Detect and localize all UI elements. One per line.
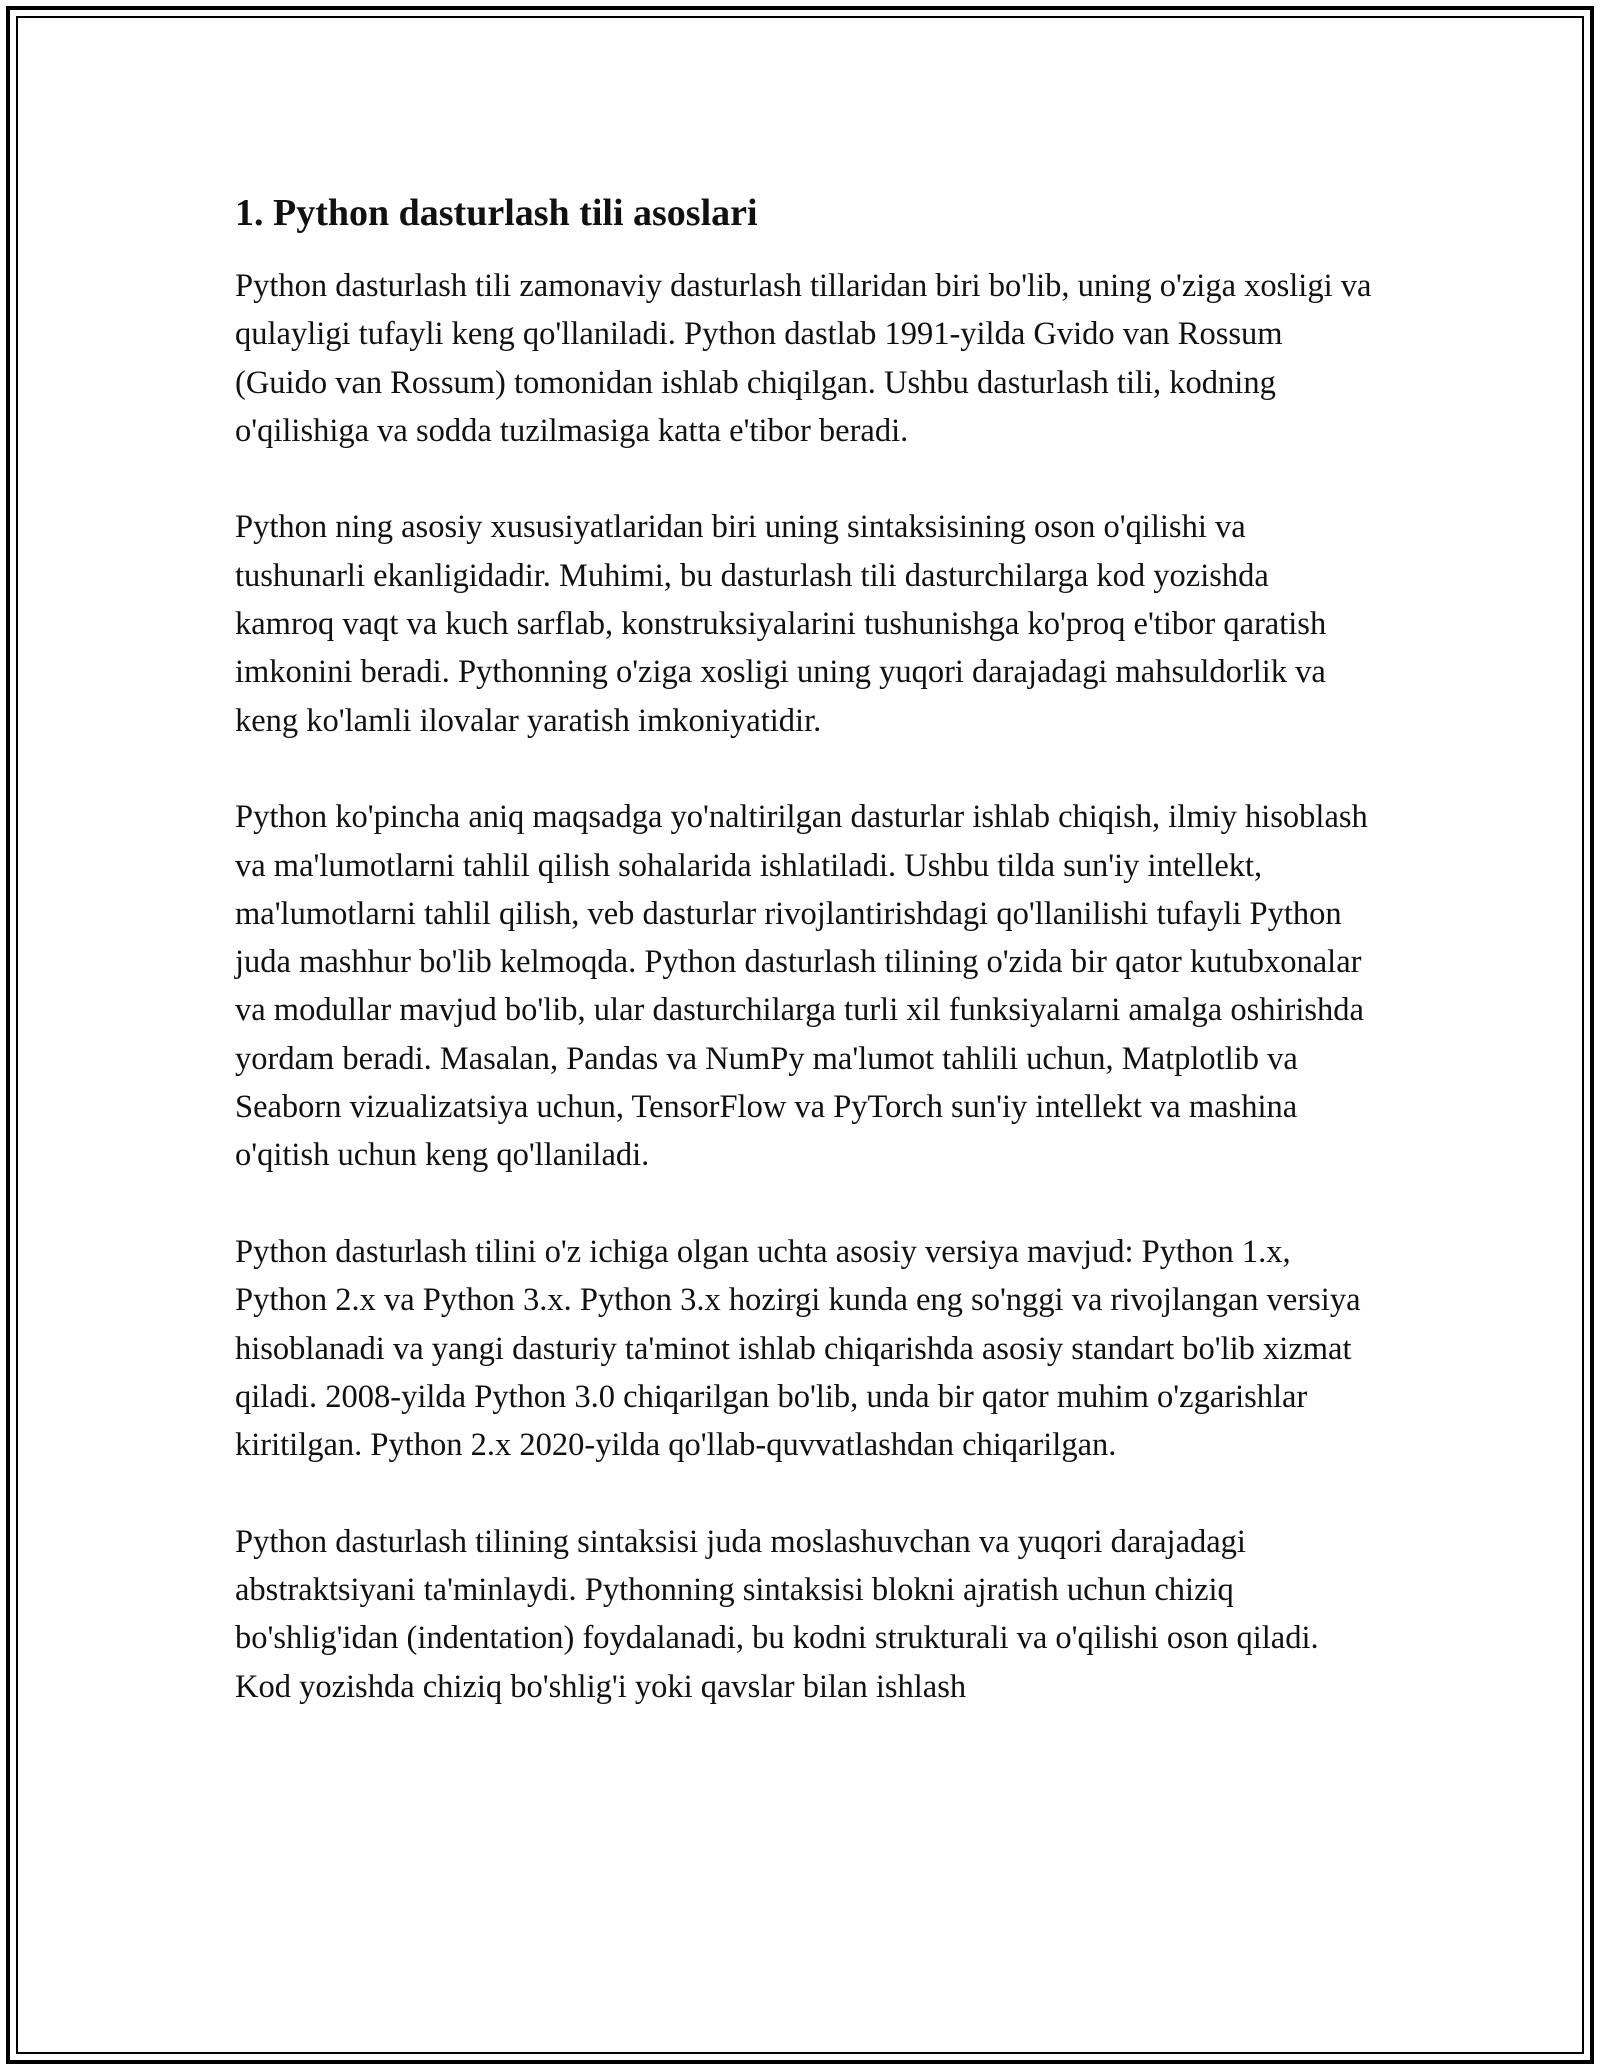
paragraph-versions: Python dasturlash tilini o'z ichiga olgan uchta asosiy versiya mavjud: Python 1.x, Python 2.x va Python 3.x. Python 3.x hozirgi kunda eng so'nggi va rivojlangan versiya hisoblanadi va yangi dasturiy ta'minot ishlab chiqarishda asosiy standart bo'lib xizmat qiladi. 2008-yilda Python 3.0 chiqarilgan bo'lib, unda bir qator muhim o'zgarishlar kiritilgan. Python 2.x 2020-yilda qo'llab-quvvatlashdan chiqarilgan. (235, 1233, 1361, 1464)
section-heading: 1. Python dasturlash tili asoslari (235, 192, 758, 234)
paragraph-syntax: Python dasturlash tilining sintaksisi juda moslashuvchan va yuqori darajadagi abstraktsiyani ta'minlaydi. Pythonning sintaksisi blokni ajratish uchun chiziq bo'shlig'idan (indentation) foydalanadi, bu kodni strukturali va o'qilishi oson qiladi. Kod yozishda chiziq bo'shlig'i yoki qavslar bilan ishlash (235, 1523, 1319, 1705)
document-body (235, 188, 1375, 1759)
paragraph-usage: Python ko'pincha aniq maqsadga yo'naltirilgan dasturlar ishlab chiqish, ilmiy hisoblash va ma'lumotlarni tahlil qilish sohalarida ishlatiladi. Ushbu tilda sun'iy intellekt, ma'lumotlarni tahlil qilish, veb dasturlar rivojlantirishdagi qo'llanilishi tufayli Python juda mashhur bo'lib kelmoqda. Python dasturlash tilining o'zida bir qator kutubxonalar va modullar mavjud bo'lib, ular dasturchilarga turli xil funksiyalarni amalga oshirishda yordam beradi. Masalan, Pandas va NumPy ma'lumot tahlili uchun, Matplotlib va Seaborn vizualizatsiya uchun, TensorFlow va PyTorch sun'iy intellekt va mashina o'qitish uchun keng qo'llaniladi. (235, 799, 1368, 1174)
paragraph-intro: Python dasturlash tili zamonaviy dasturlash tillaridan biri bo'lib, uning o'ziga xosligi va qulayligi tufayli keng qo'llaniladi. Python dastlab 1991-yilda Gvido van Rossum (Guido van Rossum) tomonidan ishlab chiqilgan. Ushbu dasturlash tili, kodning o'qilishiga va sodda tuzilmasiga katta e'tibor beradi. (235, 268, 1372, 449)
paragraph-features: Python ning asosiy xususiyatlaridan biri uning sintaksisining oson o'qilishi va tushunarli ekanligidadir. Muhimi, bu dasturlash tili dasturchilarga kod yozishda kamroq vaqt va kuch sarflab, konstruksiyalarini tushunishga ko'proq e'tibor qaratish imkonini beradi. Pythonning o'ziga xosligi uning yuqori darajadagi mahsuldorlik va keng ko'lamli ilovalar yaratish imkoniyatidir. (235, 509, 1327, 739)
